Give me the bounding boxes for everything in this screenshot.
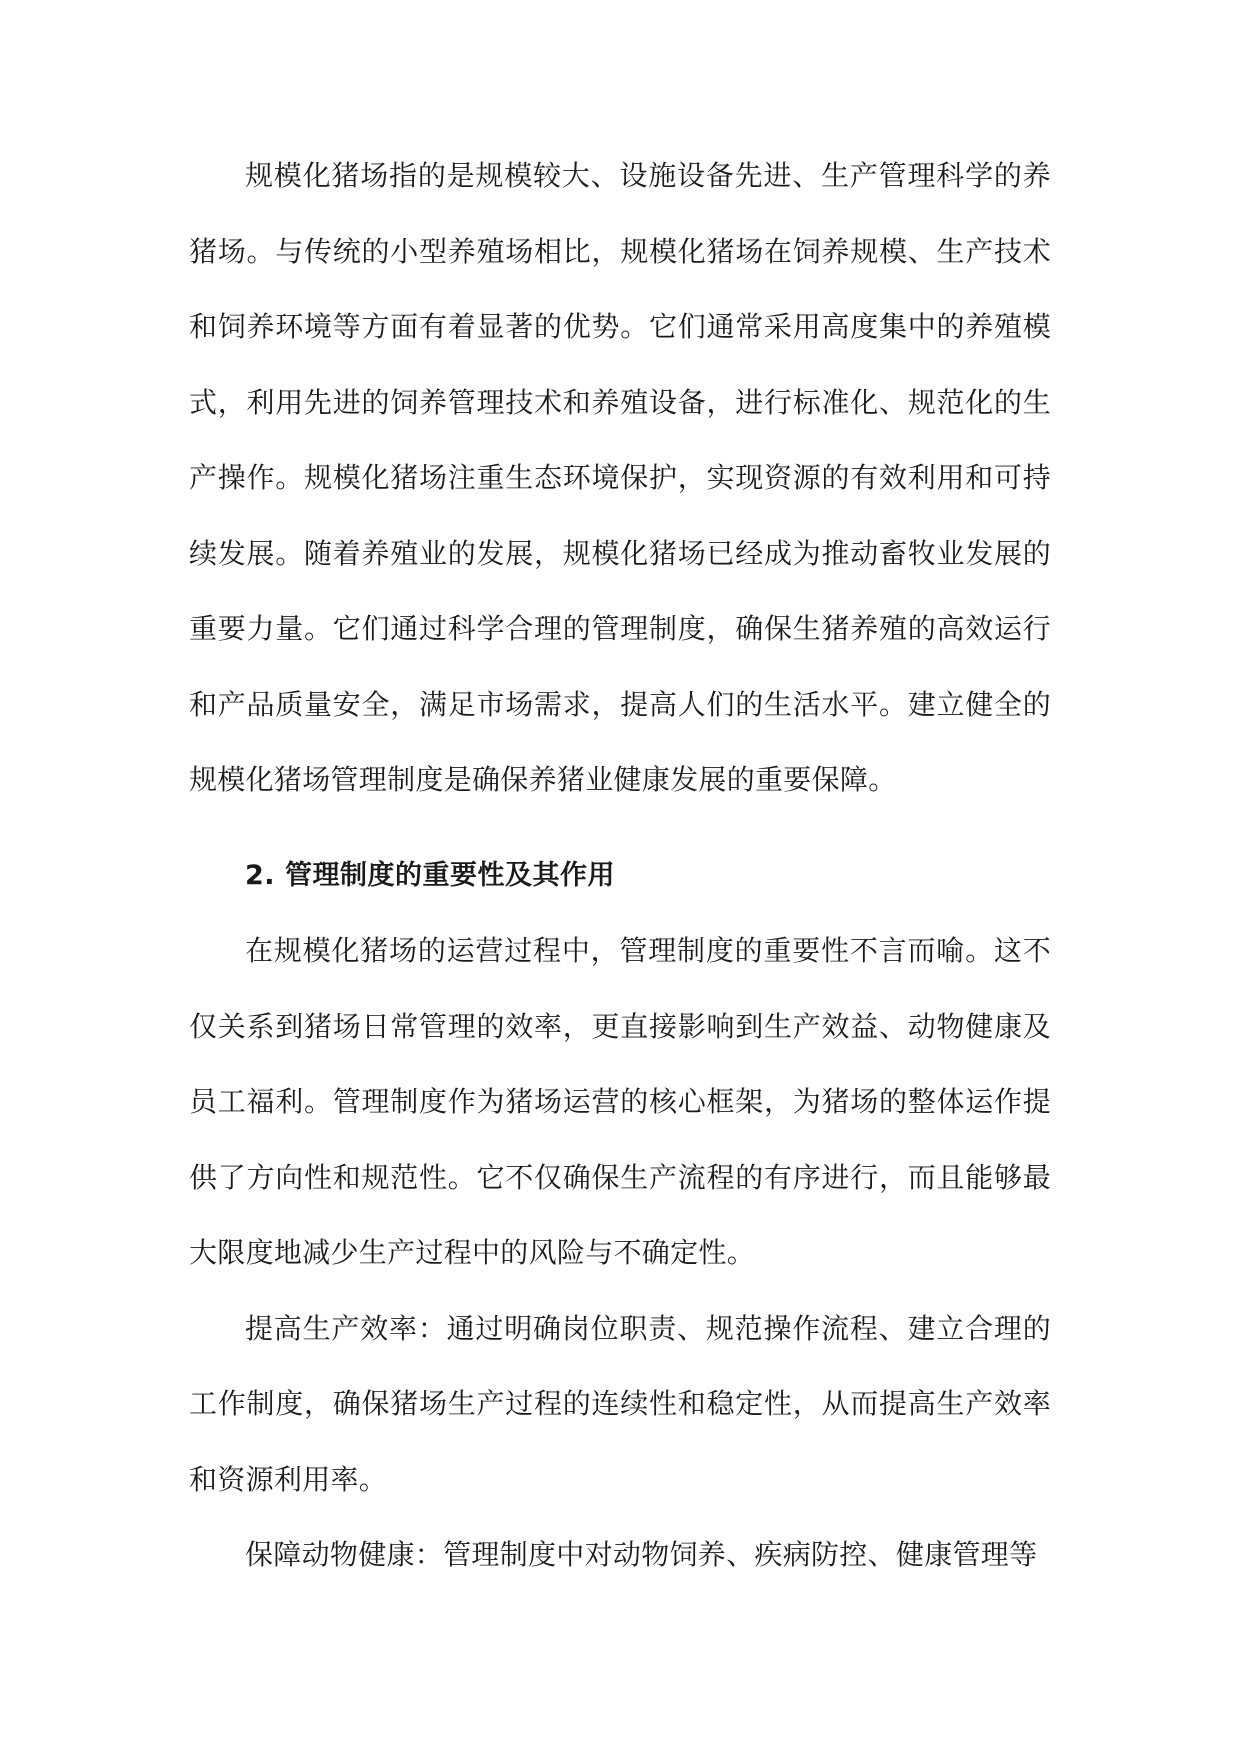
document-body [189,138,1051,1593]
intro-paragraph: 规模化猪场指的是规模较大、设施设备先进、生产管理科学的养猪场。与传统的小型养殖场相比，规模化猪场在饲养规模、生产技术和饲养环境等方面有着显著的优势。它们通常采用高度集中的养殖模式，利用先进的饲养管理技术和养殖设备，进行标准化、规范化的生产操作。规模化猪场注重生态环境保护，实现资源的有效利用和可持续发展。随着养殖业的发展，规模化猪场已经成为推动畜牧业发展的重要力量。它们通过科学合理的管理制度，确保生猪养殖的高效运行和产品质量安全，满足市场需求，提高人们的生活水平。建立健全的规模化猪场管理制度是确保养猪业健康发展的重要保障。 [189,159,1051,796]
section-paragraph-3: 保障动物健康：管理制度中对动物饲养、疾病防控、健康管理等 [245,1538,1038,1571]
section-heading: 2. 管理制度的重要性及其作用 [245,859,615,891]
section-paragraph-2: 提高生产效率：通过明确岗位职责、规范操作流程、建立合理的工作制度，确保猪场生产过程的连续性和稳定性，从而提高生产效率和资源利用率。 [189,1311,1051,1496]
section-paragraph-1: 在规模化猪场的运营过程中，管理制度的重要性不言而喻。这不仅关系到猪场日常管理的效率，更直接影响到生产效益、动物健康及员工福利。管理制度作为猪场运营的核心框架，为猪场的整体运作提供了方向性和规范性。它不仅确保生产流程的有序进行，而且能够最大限度地减少生产过程中的风险与不确定性。 [189,934,1051,1269]
